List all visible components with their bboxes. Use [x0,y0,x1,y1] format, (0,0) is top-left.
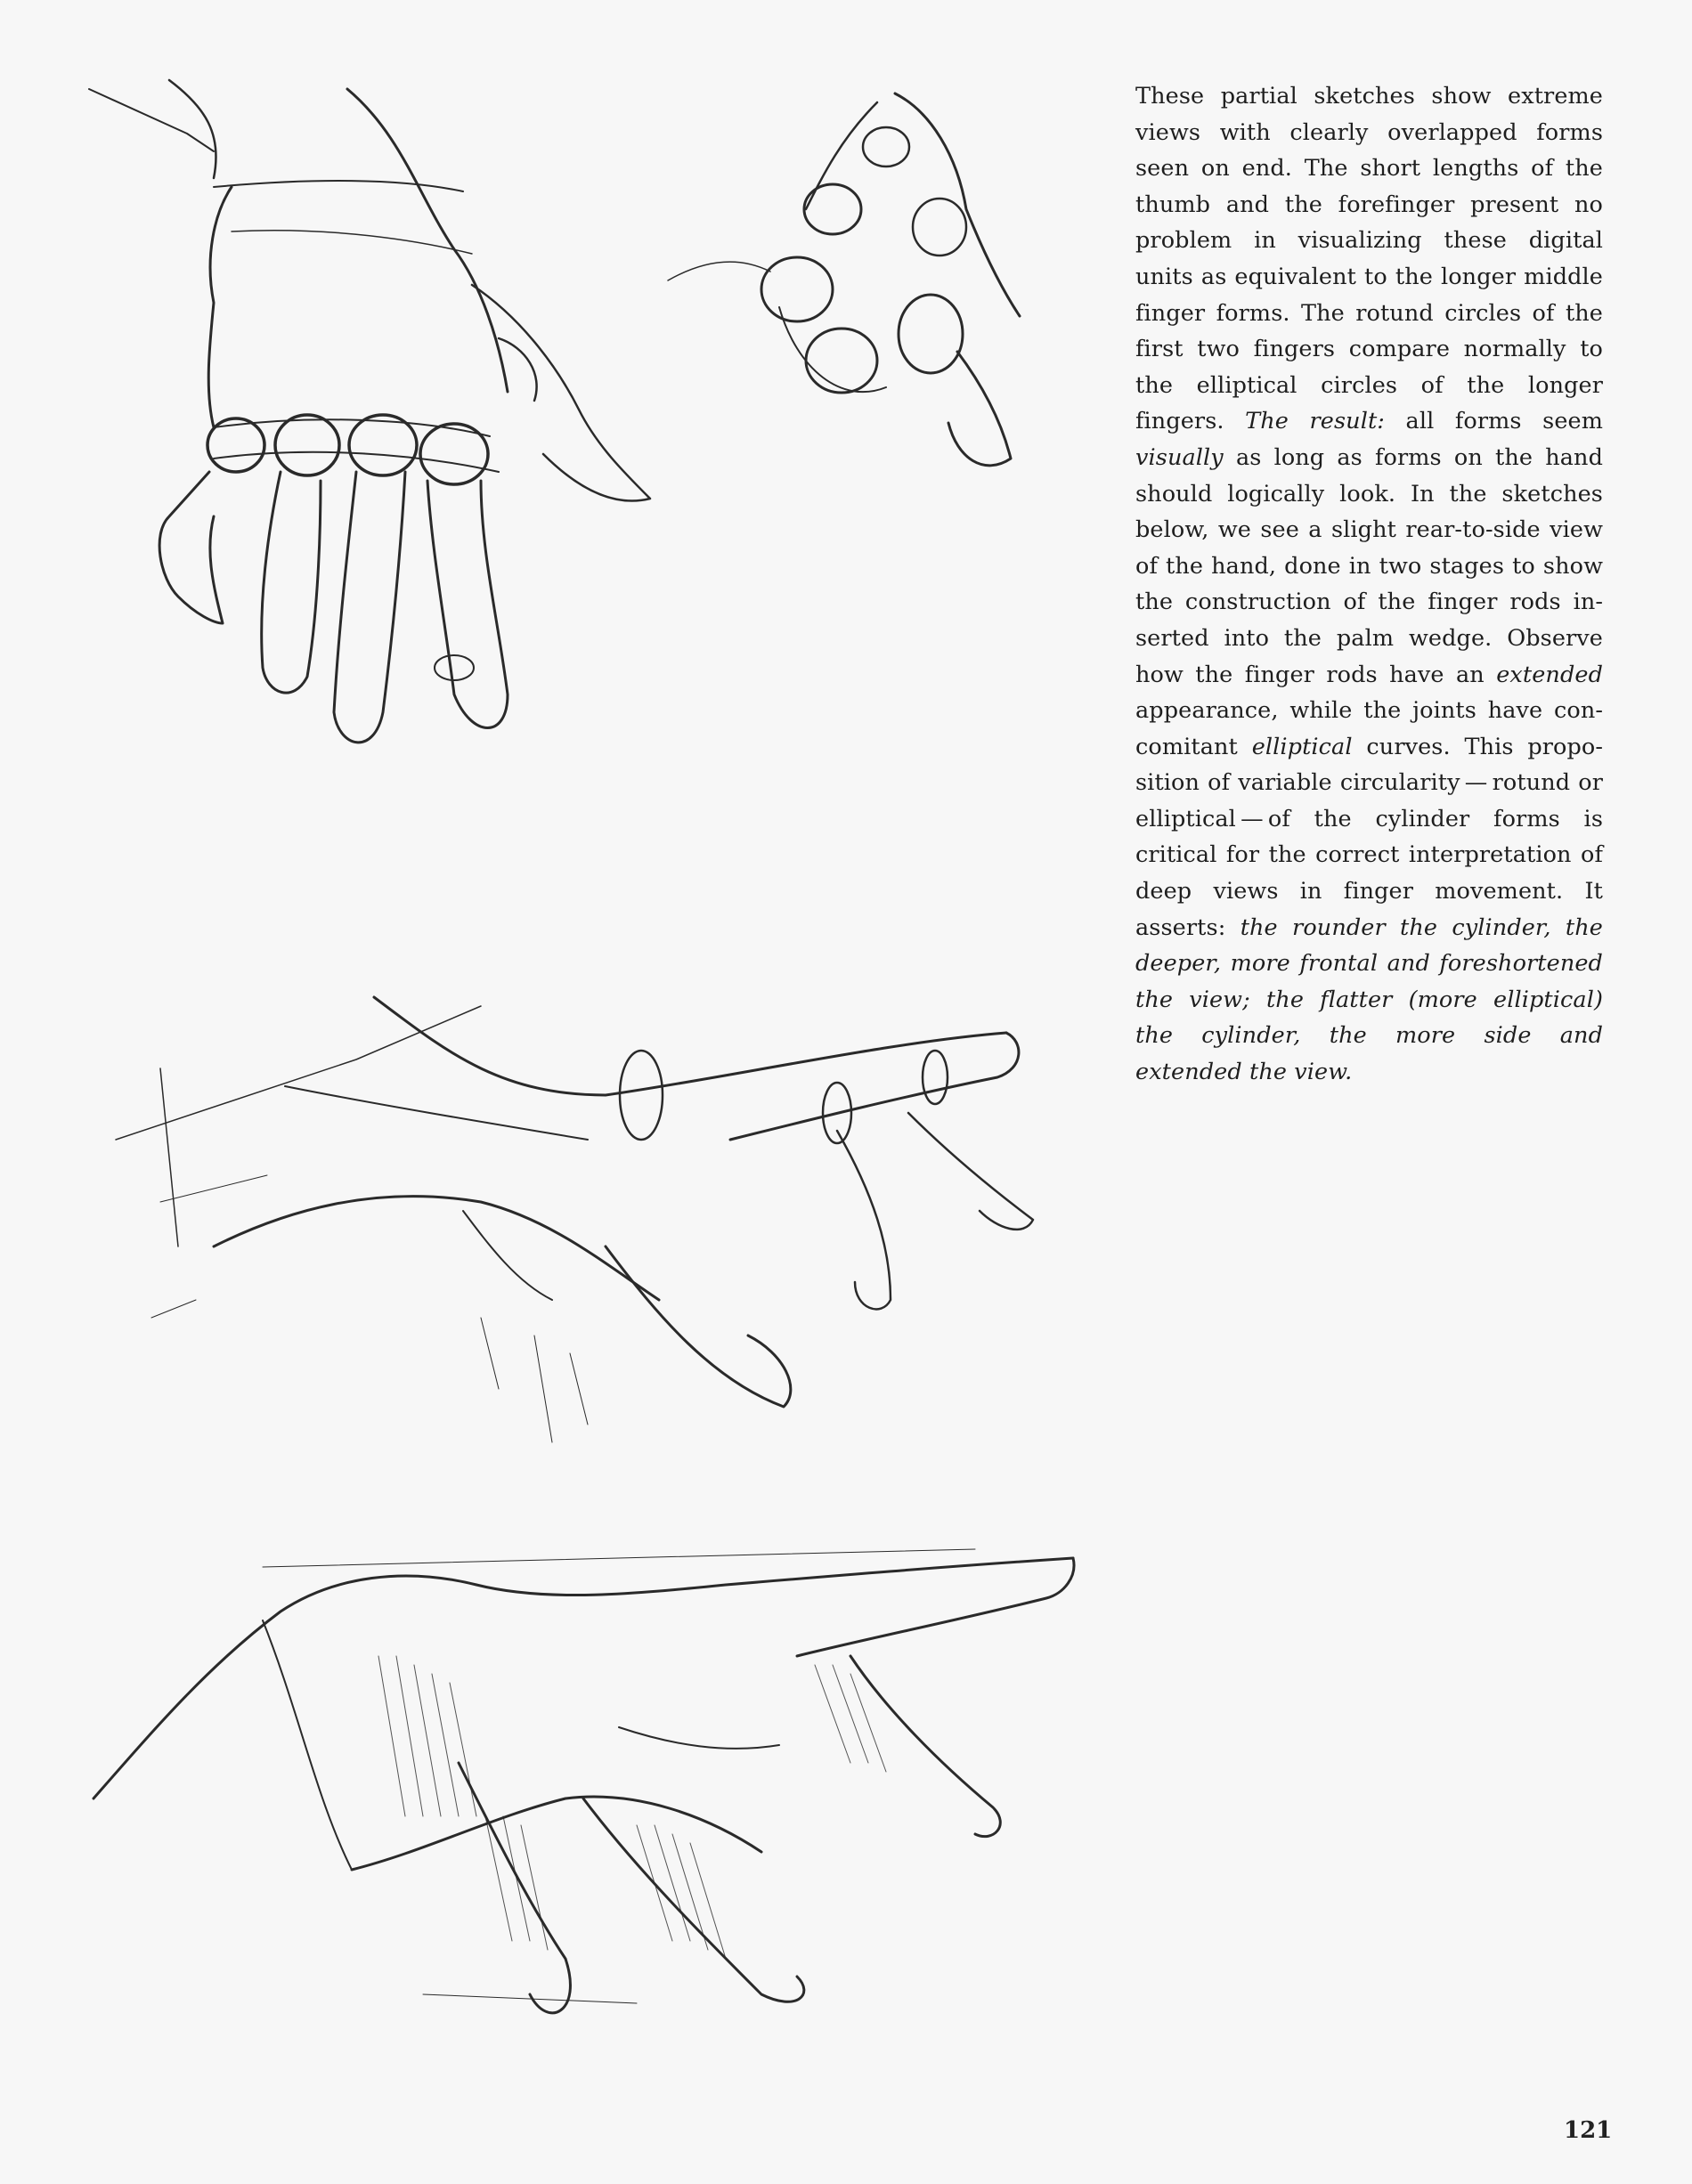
text-segment-italic: the rounder the cylinder, the deeper, more frontal and foreshortened the view; the flatter (more elliptical) the cylinder, the more side and extended the view. [1135,913,1603,1086]
hand-sketch-top-view [80,53,686,855]
text-segment-italic: extended [1496,661,1603,688]
text-segment-italic: visually [1135,443,1224,471]
body-paragraph [1135,78,1603,1091]
page-number: 121 [1564,2117,1613,2144]
text-segment: These partial sketches show extreme views with clearly overlapped forms seen on end. The short lengths of the thumb and the forefinger present no problem in visualizing these digital units as equivalent to the longer middle finger forms. The rotund circles of the first two fingers compare normally to the elliptical circles of the longer fingers. [1135,83,1603,435]
body-text-column [1135,78,1603,1091]
hand-sketch-side-construction [107,979,1086,1478]
text-segment: curves. This proposition of variable circularity — rotund or elliptical — of the cylinder forms is critical for the correct interpretation of deep views in finger movement. It asserts: [1135,733,1603,941]
text-segment: as long as forms on the hand should logically look. In the sketches below, we see a slight rear-to-side view of the hand, done in two stages to show the construction of the finger rods inserted into the palm wedge. Observe how the finger rods have an [1135,443,1603,688]
text-segment: all forms seem [1385,408,1604,435]
text-segment: appearance, while the joints have concomitant [1135,697,1603,760]
text-segment-italic: elliptical [1251,733,1353,760]
hand-sketch-side-shaded [85,1531,1082,2048]
text-segment-italic: The result: [1245,408,1385,435]
hand-sketch-curled-fingers [663,85,1082,485]
